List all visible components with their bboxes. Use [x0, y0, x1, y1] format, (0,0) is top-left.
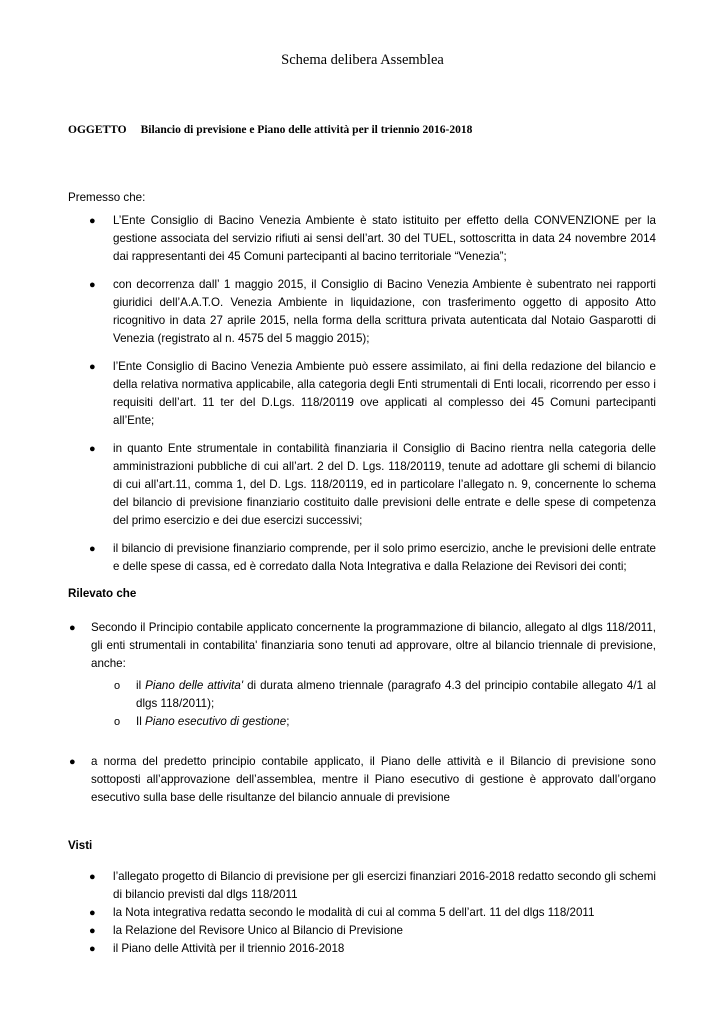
list-item-text: a norma del predetto principio contabile applicato, il Piano delle attività e il Bilancio di previsione sono sottoposti all’approvazione dell’assemblea, mentre il Piano esecutivo di gestione è approvato dall’organo esecutivo sulla base delle risultanze del bilancio annuale di previsione: [91, 755, 656, 804]
page-title: Schema delibera Assemblea: [281, 52, 444, 68]
bullet-icon: ●: [89, 215, 96, 227]
list-item: [68, 922, 656, 940]
bullet-icon: ●: [89, 361, 96, 373]
list-item-text: l’Ente Consiglio di Bacino Venezia Ambiente può essere assimilato, ai fini della redazione del bilancio e della relativa normativa applicabile, alla categoria degli Enti strumentali di Enti locali, ricorrendo per esso i requisiti dell’art. 11 ter del D.Lgs. 118/20119 ove applicati al complesso dei 45 Comuni partecipanti all’Ente;: [113, 360, 656, 427]
list-item-text: L’Ente Consiglio di Bacino Venezia Ambiente è stato istituito per effetto della CONVENZIONE per la gestione associata del servizio rifiuti ai sensi dell’art. 30 del TUEL, sottoscritta in data 24 novembre 2014 dai rappresentanti dei 45 Comuni partecipanti al bacino territoriale “Venezia”;: [113, 214, 656, 263]
bullet-icon: ●: [89, 907, 96, 919]
visti-heading: Visti: [68, 839, 93, 852]
bullet-icon: ●: [89, 543, 96, 555]
list-item: [68, 753, 656, 807]
circle-bullet-icon: o: [114, 716, 121, 728]
list-item: [68, 904, 656, 922]
sub-item-suffix: di durata almeno triennale (paragrafo 4.3 del principio contabile allegato 4/1 al dlgs 118/2011);: [136, 679, 657, 710]
oggetto-label: OGGETTO: [68, 124, 127, 136]
visti-list: [68, 868, 656, 958]
bullet-icon: ●: [89, 925, 96, 937]
list-item-text: Secondo il Principio contabile applicato concernente la programmazione di bilancio, allegato al dlgs 118/2011, gli enti strumentali in contabilita' finanziaria sono tenuti ad approvare, oltre al bilancio triennale di previsione, anche:: [91, 621, 656, 670]
list-item-text: la Nota integrativa redatta secondo le modalità di cui al comma 5 dell’art. 11 del dlgs 118/2011: [113, 906, 595, 919]
sub-item-suffix: ;: [286, 715, 290, 728]
premesso-heading: Premesso che:: [68, 191, 146, 204]
sub-item-emphasis: Piano esecutivo di gestione: [145, 715, 287, 728]
list-item: [68, 276, 656, 348]
rilevato-list-2: [68, 753, 656, 807]
list-item-text: il bilancio di previsione finanziario comprende, per il solo primo esercizio, anche le previsioni delle entrate e delle spese di cassa, ed è corredato dalla Nota Integrativa e dalla Relazione dei Revisori dei conti;: [113, 542, 656, 573]
list-item-text: l’allegato progetto di Bilancio di previsione per gli esercizi finanziari 2016-2018 redatto secondo gli schemi di bilancio previsti dal dlgs 118/2011: [113, 870, 656, 901]
sub-list-item: [114, 677, 656, 713]
sub-list-item: [114, 713, 656, 731]
bullet-icon: ●: [89, 443, 96, 455]
sub-item-emphasis: Piano delle attivita': [145, 679, 244, 692]
oggetto-text: Bilancio di previsione e Piano delle attività per il triennio 2016-2018: [140, 124, 473, 136]
bullet-icon: ●: [69, 756, 76, 768]
circle-bullet-icon: o: [114, 680, 121, 692]
list-item: [68, 212, 656, 266]
bullet-icon: ●: [89, 943, 96, 955]
list-item: [68, 358, 656, 430]
list-item: [68, 440, 656, 530]
list-item: [68, 940, 656, 958]
premesso-list: [68, 212, 656, 586]
list-item: [68, 619, 656, 673]
list-item-text: il Piano delle Attività per il triennio 2016-2018: [113, 942, 345, 955]
list-item: [68, 540, 656, 576]
bullet-icon: ●: [89, 279, 96, 291]
list-item-text: la Relazione del Revisore Unico al Bilancio di Previsione: [113, 924, 403, 937]
list-item-text: in quanto Ente strumentale in contabilità finanziaria il Consiglio di Bacino rientra nella categoria delle amministrazioni pubbliche di cui all’art. 2 del D. Lgs. 118/20119, tenute ad adottare gli schemi di bilancio di cui all’art.11, comma 1, del D. Lgs. 118/20119, ed in particolare l’allegato n. 9, concernente lo schema del bilancio di previsione finanziario costituito dalle previsioni delle entrate e delle spese di competenza del primo esercizio e dei due esercizi successivi;: [113, 442, 656, 527]
bullet-icon: ●: [89, 871, 96, 883]
sub-item-prefix: Il: [136, 715, 146, 728]
rilevato-list: [68, 619, 656, 673]
oggetto-line: [68, 124, 668, 136]
rilevato-heading: Rilevato che: [68, 587, 137, 600]
rilevato-sublist: [114, 677, 656, 731]
sub-item-prefix: il: [136, 679, 146, 692]
list-item-text: con decorrenza dall’ 1 maggio 2015, il Consiglio di Bacino Venezia Ambiente è subentrato nei rapporti giuridici dell’A.A.T.O. Venezia Ambiente in liquidazione, con trasferimento oggetto di apposito Atto ricognitivo in data 27 aprile 2015, nella forma della scrittura privata autenticata dal Notaio Gasparotti di Venezia (registrato al n. 4575 del 5 maggio 2015);: [113, 278, 656, 345]
list-item: [68, 868, 656, 904]
bullet-icon: ●: [69, 622, 76, 634]
